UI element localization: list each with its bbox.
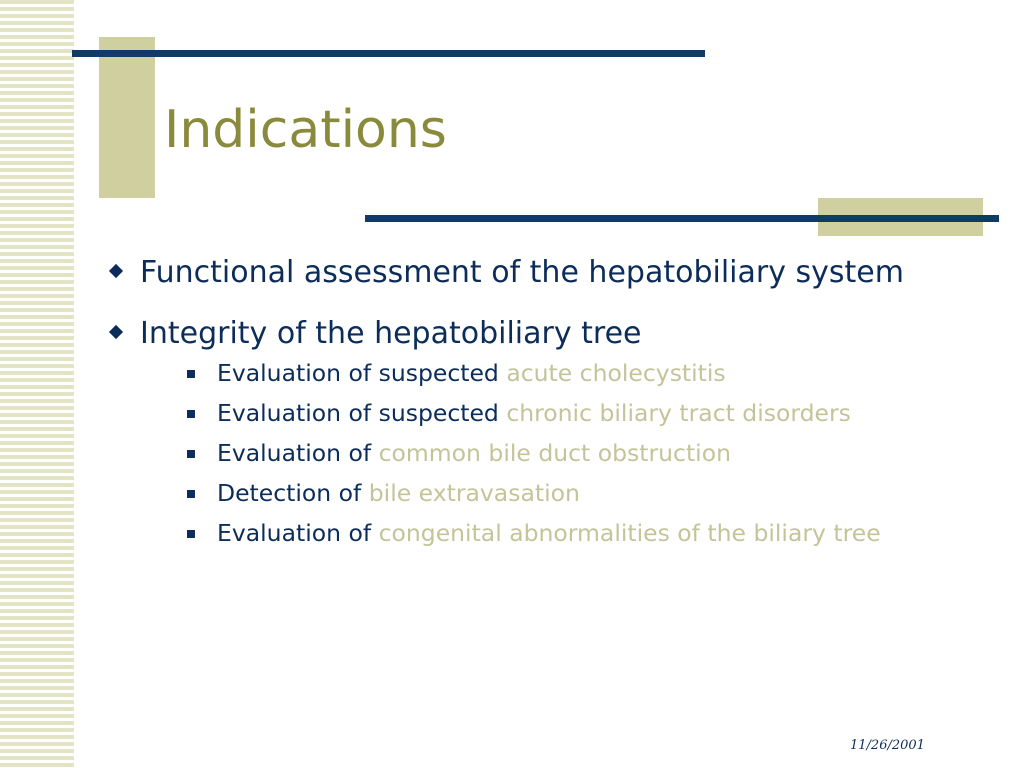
top-rule <box>72 50 705 57</box>
striped-margin-decoration <box>0 0 74 768</box>
sub-bullet-item <box>185 397 958 429</box>
sub-bullet-highlight: acute cholecystitis <box>506 359 726 387</box>
square-bullet-icon <box>187 450 195 458</box>
square-bullet-icon <box>187 370 195 378</box>
sub-bullet-prefix: Detection of <box>217 479 369 507</box>
sub-bullet-highlight: chronic biliary tract disorders <box>506 399 851 427</box>
diamond-bullet-icon <box>109 264 123 278</box>
slide-body <box>108 251 958 557</box>
sub-bullet-item <box>185 357 958 389</box>
sub-bullet-prefix: Evaluation of suspected <box>217 359 507 387</box>
slide-date: 11/26/2001 <box>850 738 925 753</box>
bullet-item <box>108 312 958 549</box>
square-bullet-icon <box>187 490 195 498</box>
sub-bullet-list <box>185 357 958 549</box>
title-underline-rule <box>365 215 999 222</box>
diamond-bullet-icon <box>109 325 123 339</box>
bullet-item <box>108 251 958 294</box>
square-bullet-icon <box>187 410 195 418</box>
sub-bullet-highlight: congenital abnormalities of the biliary tree <box>378 519 881 547</box>
sub-bullet-highlight: bile extravasation <box>368 479 580 507</box>
sub-bullet-highlight: common bile duct obstruction <box>378 439 731 467</box>
bullet-text: Functional assessment of the hepatobiliary system <box>140 255 904 290</box>
sub-bullet-item <box>185 517 958 549</box>
sub-bullet-item <box>185 477 958 509</box>
slide-title: Indications <box>164 100 447 160</box>
title-accent-bar <box>99 37 155 198</box>
sub-bullet-prefix: Evaluation of <box>217 519 379 547</box>
sub-bullet-prefix: Evaluation of <box>217 439 379 467</box>
sub-bullet-item <box>185 437 958 469</box>
square-bullet-icon <box>187 530 195 538</box>
sub-bullet-prefix: Evaluation of suspected <box>217 399 507 427</box>
bullet-text: Integrity of the hepatobiliary tree <box>140 316 642 351</box>
